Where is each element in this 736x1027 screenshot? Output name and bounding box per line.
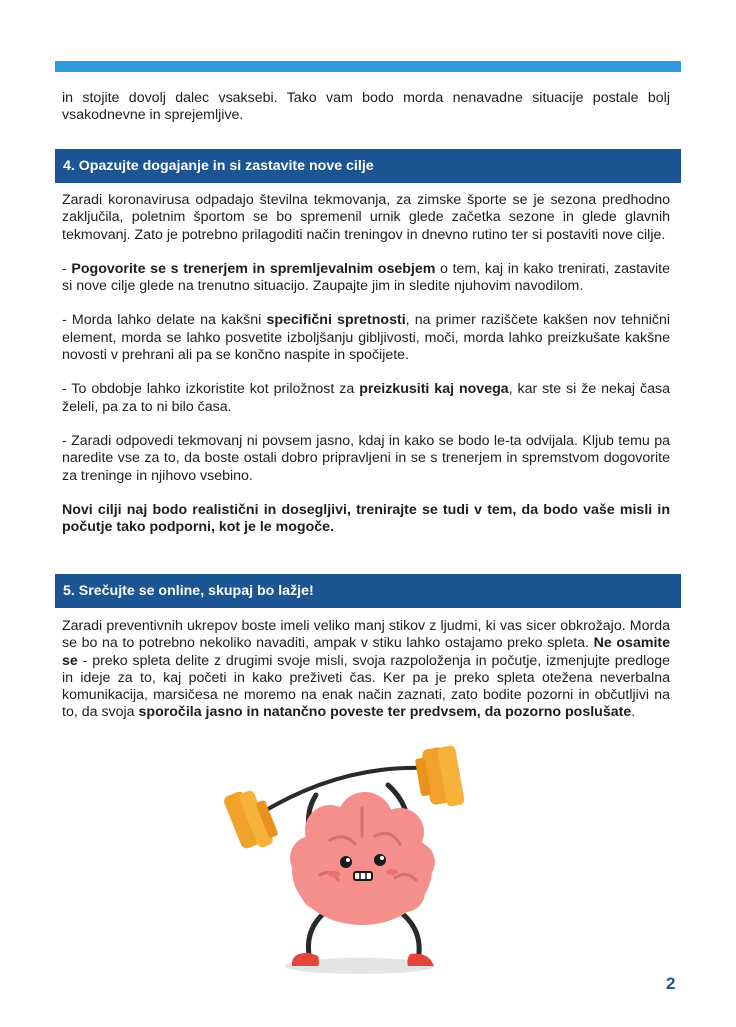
top-accent-bar xyxy=(55,61,681,72)
p3-rest: , na primer raziščete kakšen nov tehnični element, morda se lahko posvetite izboljšanju gibljivosti, moči, morda lahko preizkušate kakšne novosti v prehrani ali pa se končno naspite in spočijete. xyxy=(62,312,670,364)
section-4-paragraph-5: - Zaradi odpovedi tekmovanj ni povsem jasno, kdaj in kako se bodo le-ta odvijala. Kljub temu pa naredite vse za to, da boste ostali dobro pripravljeni in se s trenerjem in spremstvom dogovorite za treninge in njihovo vsebino. xyxy=(62,432,670,484)
right-weight-plate xyxy=(415,745,465,807)
section-4-paragraph-2 xyxy=(62,261,670,296)
s5-text-c: - preko spleta delite z drugimi svoje misli, svoja razpoloženja in počutje, izmenjujte predloge in ideje za to, kaj početi in kako preživeti čas. Ker pa je preko spleta otežena neverbalna komunikacija, marsičesa ne moremo na enak način zaznati, zato bodite pozorni in občutljivi na to, da svoja xyxy=(62,652,670,721)
p2-rest: o tem, kaj in kako trenirati, zastavite si nove cilje glede na trenutno situacijo. Zaupajte jim in sledite njuhovim navodilom. xyxy=(62,260,670,295)
p4-prefix: - To obdobje lahko izkoristite kot priložnost za xyxy=(62,381,360,398)
right-eye xyxy=(374,854,386,866)
left-shoe xyxy=(292,953,319,966)
p3-prefix: - Morda lahko delate na kakšni xyxy=(62,312,267,329)
intro-paragraph: in stojite dovolj dalec vsaksebi. Tako vam bodo morda nenavadne situacije postale bolj vsakodnevne in sprejemljive. xyxy=(62,90,670,124)
section-5-paragraph-1 xyxy=(62,618,670,722)
s5-text-a: Zaradi preventivnih ukrepov boste imeli veliko manj stikov z ljudmi, ki vas sicer obkrožajo. Morda se bo na to potrebno nekoliko navaditi, ampak v stiku lahko ostajamo preko spleta. xyxy=(62,618,670,652)
s5-bold-d: sporočila jasno in natančno poveste ter predvsem, da pozorno poslušate xyxy=(138,704,632,721)
p2-prefix: - xyxy=(62,260,72,277)
p6-bold-text: Novi cilji naj bodo realistični in dosegljivi, trenirajte se tudi v tem, da bodo vaše misli in počutje tako podporni, kot je le mogoče. xyxy=(62,501,670,536)
left-weight-plate xyxy=(222,789,278,850)
section-4-paragraph-3 xyxy=(62,312,670,364)
section-4-body xyxy=(62,192,670,536)
section-5-heading: 5. Srečujte se online, skupaj bo lažje! xyxy=(55,574,681,608)
section-5-body xyxy=(62,618,670,722)
page-number: 2 xyxy=(666,974,676,993)
section-4-paragraph-1: Zaradi koronavirusa odpadajo številna tekmovanja, za zimske športe se je sezona predhodno zaključila, poletnim športom se bo spremenil urnik glede začetka sezone in glede glavnih tekmovanj. Zato je potrebno prilagoditi način treningov in dnevno rutino ter si postaviti nove cilje. xyxy=(62,192,670,243)
s5-text-e: . xyxy=(631,704,636,721)
p3-bold-text: specifični spretnosti xyxy=(266,312,406,329)
p2-bold-text: Pogovorite se s trenerjem in spremljevalnim osebjem xyxy=(71,260,436,277)
p4-bold-text: preizkusiti kaj novega xyxy=(359,381,509,398)
intro-block xyxy=(62,90,670,125)
section-4-paragraph-4 xyxy=(62,381,670,416)
section-4-heading: 4. Opazujte dogajanje in si zastavite nove cilje xyxy=(55,149,681,183)
section-4-paragraph-6 xyxy=(62,502,670,537)
brain-weightlifter-illustration xyxy=(220,740,480,985)
p4-rest: , kar ste si že nekaj časa želeli, pa za to ni bilo časa. xyxy=(62,381,671,415)
left-eye xyxy=(340,856,352,868)
gritted-mouth xyxy=(354,872,372,880)
right-shoe xyxy=(407,954,434,966)
s5-bold-b: Ne osamite se xyxy=(62,635,671,669)
